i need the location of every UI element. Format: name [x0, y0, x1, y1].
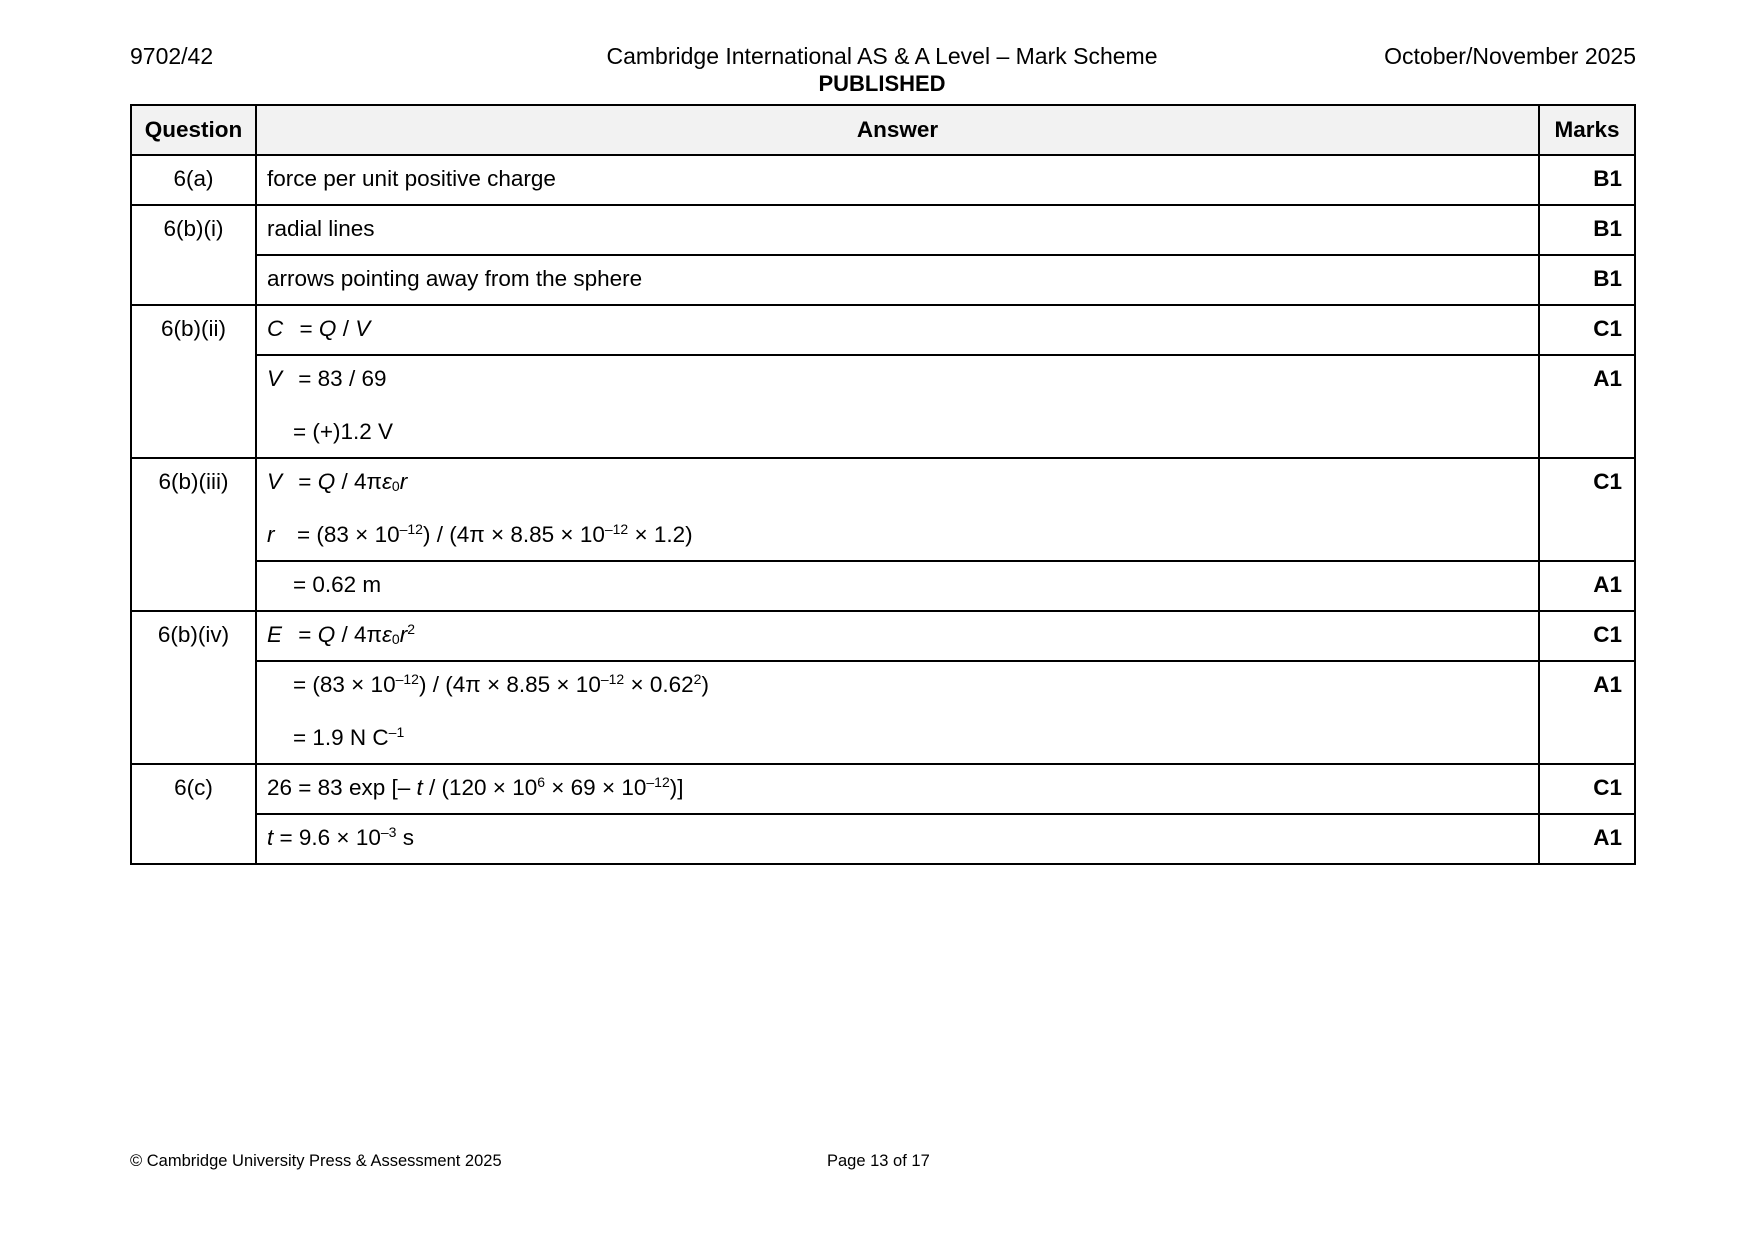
- mark: B1: [1539, 155, 1635, 205]
- exam-session: October/November 2025: [1384, 43, 1636, 69]
- mark: B1: [1539, 205, 1635, 255]
- published-label: PUBLISHED: [818, 71, 946, 96]
- page-number: Page 13 of 17: [827, 1152, 930, 1170]
- mark: A1: [1539, 814, 1635, 864]
- answer-cell: [256, 155, 1539, 205]
- table-row: [131, 814, 1635, 864]
- answer-cell: [256, 764, 1539, 814]
- document-title: Cambridge International AS & A Level – Mark Scheme: [606, 43, 1158, 69]
- answer-text: arrows pointing away from the sphere: [267, 266, 643, 291]
- copyright-notice: © Cambridge University Press & Assessment 2025: [130, 1152, 502, 1170]
- table-row: [131, 205, 1635, 255]
- answer-text: = 0.62 m: [293, 572, 382, 597]
- answer-text: radial lines: [267, 216, 375, 241]
- marks-column-header: Marks: [1539, 105, 1635, 155]
- mark: C1: [1539, 611, 1635, 661]
- answer-text: force per unit positive charge: [267, 166, 556, 191]
- mark: A1: [1539, 561, 1635, 611]
- mark: A1: [1539, 661, 1635, 764]
- table-row: [131, 355, 1635, 458]
- table-row: [131, 255, 1635, 305]
- question-number: 6(b)(iv): [131, 611, 256, 764]
- mark-scheme-table: [130, 104, 1636, 865]
- answer-cell: [256, 205, 1539, 255]
- question-number: 6(c): [131, 764, 256, 864]
- answer-text: $r = (83 \times 10^{-12}) / (4\pi \times 8.85 \times 10^{-12} \times 1.2)$: [267, 521, 693, 547]
- table-row: [131, 661, 1635, 764]
- paper-code: 9702/42: [130, 43, 214, 69]
- answer-cell: [256, 611, 1539, 661]
- table-row: [131, 458, 1635, 561]
- question-number: 6(a): [131, 155, 256, 205]
- answer-text: = (+)1.2 V: [293, 419, 394, 444]
- answer-text: = 1.9 N $C^{-1}$: [293, 724, 405, 750]
- answer-column-header: Answer: [256, 105, 1539, 155]
- table-header-row: [131, 105, 1635, 155]
- answer-text: $E = Q / 4\pi\varepsilon_0r^2$: [267, 621, 415, 647]
- answer-text: C = Q / V: [267, 316, 371, 341]
- table-row: [131, 611, 1635, 661]
- answer-cell: [256, 814, 1539, 864]
- question-number: 6(b)(iii): [131, 458, 256, 611]
- answer-cell: [256, 458, 1539, 561]
- answer-text: V = 83 / 69: [267, 366, 387, 391]
- question-column-header: Question: [131, 105, 256, 155]
- question-number: 6(b)(ii): [131, 305, 256, 458]
- answer-text: $V = Q / 4\pi\varepsilon_0r$: [267, 469, 408, 494]
- table-row: [131, 764, 1635, 814]
- answer-cell: [256, 305, 1539, 355]
- question-number: 6(b)(i): [131, 205, 256, 305]
- mark: C1: [1539, 764, 1635, 814]
- answer-cell: [256, 355, 1539, 458]
- answer-text: = $(83 \times 10^{-12}) / (4\pi \times 8.85 \times 10^{-12} \times 0.62^2)$: [293, 671, 709, 697]
- answer-cell: [256, 661, 1539, 764]
- table-row: [131, 305, 1635, 355]
- table-row: [131, 561, 1635, 611]
- answer-text: 26 = 83 exp [– $t / (120 \times 10^6 \times 69 \times 10^{-12})$]: [267, 774, 684, 800]
- mark: C1: [1539, 305, 1635, 355]
- mark: B1: [1539, 255, 1635, 305]
- answer-text: $t = 9.6 \times 10^{-3}$ s: [267, 824, 414, 850]
- answer-cell: [256, 255, 1539, 305]
- answer-cell: [256, 561, 1539, 611]
- mark: C1: [1539, 458, 1635, 561]
- mark: A1: [1539, 355, 1635, 458]
- table-row: [131, 155, 1635, 205]
